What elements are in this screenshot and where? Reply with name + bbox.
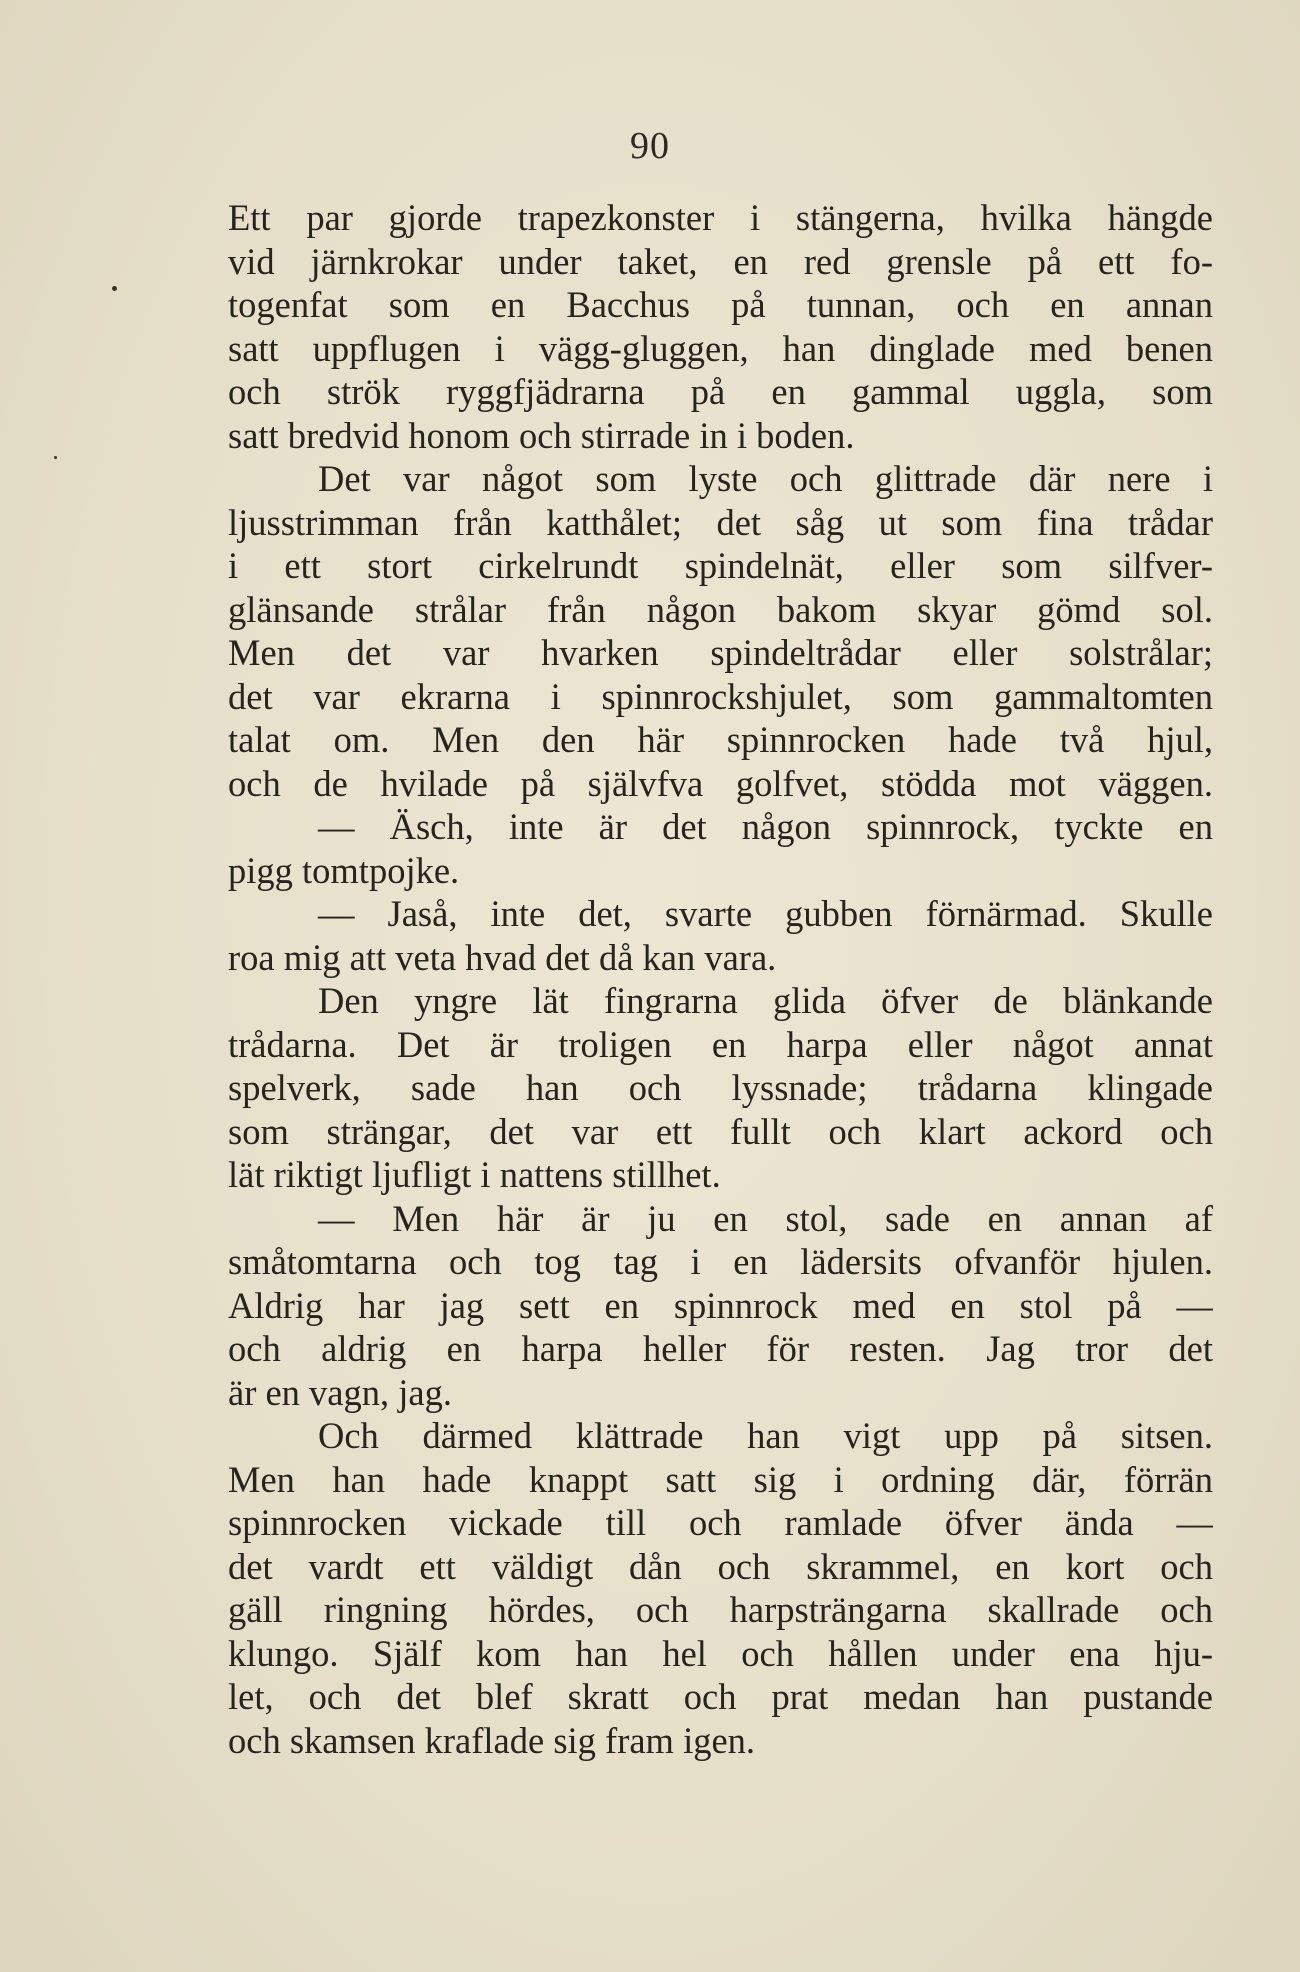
text-line: glänsande strålar från någon bakom skyar gömd sol. — [228, 588, 1213, 630]
text-line: spelverk, sade han och lyssnade; trådarna klingade — [228, 1067, 1213, 1108]
body-text — [228, 196, 1213, 1762]
text-line: vid järnkrokar under taket, en red grensle på ett fo- — [228, 240, 1213, 282]
text-line: pigg tomtpojke. — [228, 849, 460, 891]
text-line: Ett par gjorde trapezkonster i stängerna, hvilka hängde — [228, 197, 1213, 238]
text-line: togenfat som en Bacchus på tunnan, och en annan — [228, 284, 1213, 325]
text-line: trådarna. Det är troligen en harpa eller något annat — [228, 1023, 1213, 1065]
text-line: Men han hade knappt satt sig i ordning där, förrän — [228, 1458, 1213, 1500]
text-line: talat om. Men den här spinnrocken hade två hjul, — [228, 719, 1213, 760]
text-line: Och därmed klättrade han vigt upp på sitsen. — [318, 1415, 1213, 1456]
text-line: — Jaså, inte det, svarte gubben förnärmad. Skulle — [318, 893, 1213, 934]
text-line: och skamsen kraflade sig fram igen. — [228, 1719, 756, 1761]
text-line: Men det var hvarken spindeltrådar eller solstrålar; — [228, 632, 1213, 673]
text-line: Det var något som lyste och glittrade där nere i — [318, 458, 1213, 499]
text-line: småtomtarna och tog tag i en lädersits ofvanför hjulen. — [228, 1241, 1213, 1282]
text-line: lät riktigt ljufligt i nattens stillhet. — [228, 1154, 721, 1195]
text-line: let, och det blef skratt och prat medan han pustande — [228, 1676, 1213, 1717]
text-line: ljusstrimman från katthålet; det såg ut som fina trådar — [228, 501, 1213, 543]
page-number: 90 — [630, 125, 670, 167]
print-speck — [112, 286, 117, 291]
text-line: Den yngre lät fingrarna glida öfver de blänkande — [318, 980, 1213, 1021]
text-line: satt uppflugen i vägg-gluggen, han dinglade med benen — [228, 327, 1213, 369]
text-line: och strök ryggfjädrarna på en gammal uggla, som — [228, 371, 1213, 412]
text-line: är en vagn, jag. — [228, 1371, 452, 1413]
text-line: och de hvilade på självfva golfvet, stödda mot väggen. — [228, 762, 1213, 804]
text-line: roa mig att veta hvad det då kan vara. — [228, 936, 777, 978]
text-line: som strängar, det var ett fullt och klart ackord och — [228, 1110, 1213, 1152]
print-speck — [54, 456, 57, 459]
text-line: klungo. Själf kom han hel och hållen under ena hju- — [228, 1632, 1213, 1674]
text-line: gäll ringning hördes, och harpsträngarna skallrade och — [228, 1589, 1213, 1630]
text-line: spinnrocken vickade till och ramlade öfver ända — — [228, 1502, 1213, 1543]
text-line: — Men här är ju en stol, sade en annan af — [318, 1197, 1213, 1239]
text-line: Aldrig har jag sett en spinnrock med en stol på — — [228, 1284, 1213, 1326]
text-line: det var ekrarna i spinnrockshjulet, som gammaltomten — [228, 675, 1213, 717]
text-line: och aldrig en harpa heller för resten. Jag tror det — [228, 1328, 1213, 1369]
text-line: det vardt ett väldigt dån och skrammel, en kort och — [228, 1545, 1213, 1587]
text-line: i ett stort cirkelrundt spindelnät, eller som silfver- — [228, 545, 1213, 586]
text-line: satt bredvid honom och stirrade in i boden. — [228, 414, 855, 456]
text-line: — Äsch, inte är det någon spinnrock, tyckte en — [318, 806, 1213, 847]
